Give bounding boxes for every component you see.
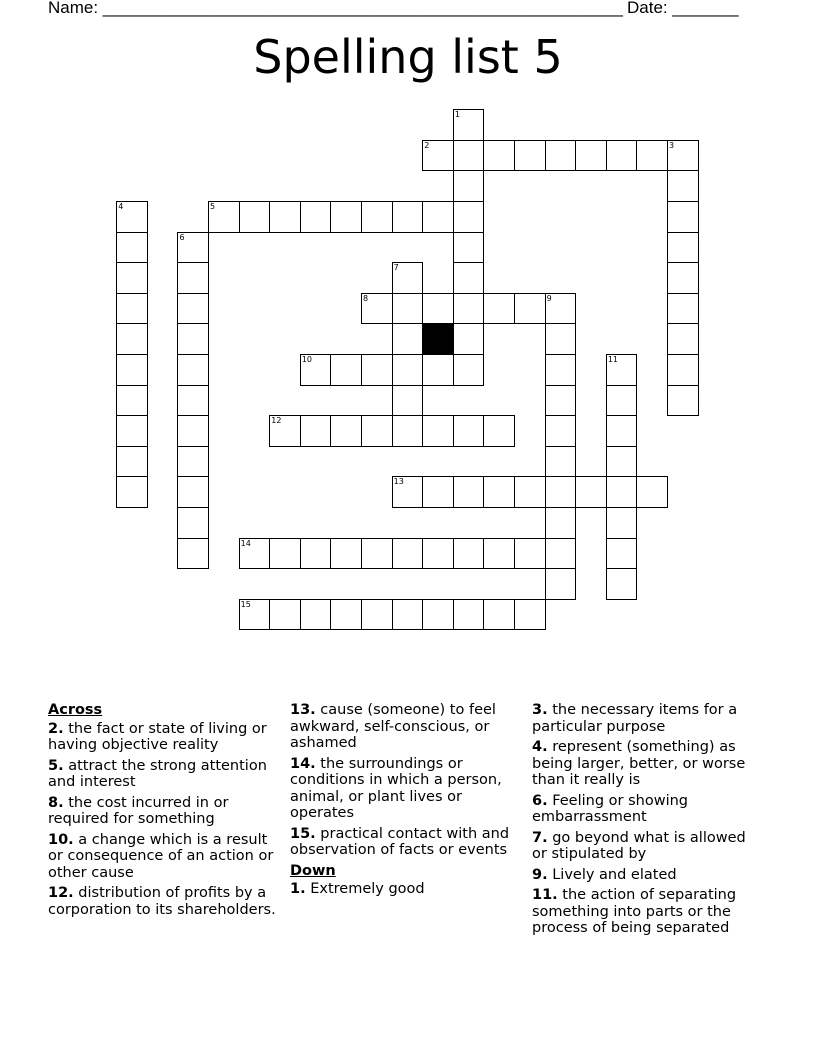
grid-cell[interactable] [545, 323, 577, 355]
grid-cell[interactable] [575, 140, 607, 172]
grid-cell[interactable] [453, 170, 485, 202]
grid-cell[interactable] [545, 568, 577, 600]
grid-cell[interactable] [392, 262, 424, 294]
grid-cell[interactable] [575, 476, 607, 508]
grid-cell[interactable] [545, 140, 577, 172]
clue-number: 4. [532, 739, 548, 755]
clue-number-label: 15 [240, 599, 251, 609]
clue-number: 12. [48, 885, 74, 901]
grid-cell[interactable] [606, 385, 638, 417]
grid-cell[interactable] [239, 599, 271, 631]
clue-text: Extremely good [310, 881, 425, 897]
grid-cell[interactable] [514, 140, 546, 172]
grid-cell[interactable] [545, 385, 577, 417]
grid-cell[interactable] [330, 415, 362, 447]
clue-down-4 [532, 739, 760, 789]
clue-number: 15. [290, 825, 316, 842]
grid-cell[interactable] [483, 599, 515, 631]
grid-cell[interactable] [269, 415, 301, 447]
grid-cell[interactable] [361, 538, 393, 570]
grid-cell[interactable] [239, 538, 271, 570]
grid-cell[interactable] [606, 415, 638, 447]
grid-cell[interactable] [392, 476, 424, 508]
grid-cell[interactable] [667, 293, 699, 325]
grid-cell[interactable] [269, 599, 301, 631]
grid-cell[interactable] [392, 293, 424, 325]
grid-cell[interactable] [116, 354, 148, 386]
grid-cell[interactable] [483, 476, 515, 508]
clue-text: a change which is a result or consequence of an action or other cause [48, 831, 274, 881]
grid-cell[interactable] [208, 201, 240, 233]
grid-cell[interactable] [453, 415, 485, 447]
grid-cell[interactable] [606, 354, 638, 386]
clue-number: 3. [532, 702, 548, 718]
grid-cell[interactable] [422, 293, 454, 325]
grid-cell[interactable] [392, 354, 424, 386]
grid-cell[interactable] [116, 446, 148, 478]
grid-cell[interactable] [269, 538, 301, 570]
grid-cell[interactable] [453, 293, 485, 325]
grid-cell[interactable] [300, 415, 332, 447]
grid-cell[interactable] [545, 507, 577, 539]
clue-across-15 [290, 826, 518, 859]
grid-cell[interactable] [392, 599, 424, 631]
grid-cell[interactable] [422, 599, 454, 631]
grid-cell[interactable] [483, 140, 515, 172]
grid-cell[interactable] [606, 568, 638, 600]
clue-number: 1. [290, 881, 306, 897]
grid-cell[interactable] [177, 385, 209, 417]
grid-cell[interactable] [422, 538, 454, 570]
clue-text: go beyond what is allowed or stipulated by [532, 829, 746, 862]
clue-number-label: 3 [669, 140, 675, 150]
grid-cell[interactable] [392, 385, 424, 417]
grid-cell[interactable] [422, 415, 454, 447]
clue-down-11 [532, 887, 760, 937]
clue-number-label: 6 [179, 232, 185, 242]
grid-cell[interactable] [514, 293, 546, 325]
down-heading: Down [290, 862, 336, 879]
grid-cell[interactable] [667, 232, 699, 264]
clue-text: the necessary items for a particular purpose [532, 702, 738, 735]
grid-cell[interactable] [330, 599, 362, 631]
grid-cell[interactable] [453, 109, 485, 141]
grid-cell[interactable] [606, 446, 638, 478]
grid-cell[interactable] [116, 385, 148, 417]
clue-text: Lively and elated [552, 866, 677, 883]
clue-number-label: 7 [393, 263, 399, 273]
clue-number: 11. [532, 887, 558, 903]
grid-cell[interactable] [269, 201, 301, 233]
clue-number: 7. [532, 829, 548, 846]
grid-cell[interactable] [453, 476, 485, 508]
grid-cell[interactable] [514, 476, 546, 508]
grid-cell[interactable] [116, 201, 148, 233]
grid-cell[interactable] [177, 354, 209, 386]
grid-cell[interactable] [422, 140, 454, 172]
grid-cell[interactable] [483, 293, 515, 325]
grid-cell[interactable] [300, 354, 332, 386]
grid-cell[interactable] [330, 354, 362, 386]
grid-cell[interactable] [177, 507, 209, 539]
grid-cell[interactable] [177, 415, 209, 447]
clue-number-label: 5 [210, 202, 216, 212]
grid-cell[interactable] [177, 476, 209, 508]
grid-cell[interactable] [300, 201, 332, 233]
grid-cell[interactable] [361, 293, 393, 325]
grid-cell[interactable] [453, 599, 485, 631]
grid-cell[interactable] [392, 201, 424, 233]
grid-cell[interactable] [453, 323, 485, 355]
grid-cell[interactable] [606, 538, 638, 570]
grid-cell[interactable] [545, 476, 577, 508]
clue-text: cause (someone) to feel awkward, self-conscious, or ashamed [290, 702, 496, 751]
grid-cell[interactable] [636, 476, 668, 508]
grid-cell[interactable] [514, 538, 546, 570]
grid-cell[interactable] [514, 599, 546, 631]
clue-number-label: 10 [301, 355, 313, 365]
grid-cell[interactable] [116, 323, 148, 355]
grid-cell[interactable] [392, 538, 424, 570]
clue-number-label: 1 [454, 110, 460, 120]
clue-number-label: 12 [271, 416, 282, 426]
clues-column-3 [532, 702, 760, 941]
clue-down-7 [532, 830, 760, 863]
grid-cell[interactable] [177, 293, 209, 325]
grid-cell[interactable] [453, 140, 485, 172]
clues-column-1 [48, 702, 276, 922]
clue-number-label: 14 [240, 538, 251, 548]
grid-cell[interactable] [422, 354, 454, 386]
grid-cell[interactable] [636, 140, 668, 172]
grid-cell[interactable] [453, 201, 485, 233]
grid-cell[interactable] [239, 201, 271, 233]
clue-number-label: 8 [363, 293, 369, 303]
grid-cell[interactable] [667, 262, 699, 294]
clue-text: the action of separating something into parts or the process of being separated [532, 887, 737, 936]
grid-cell[interactable] [361, 354, 393, 386]
grid-cell[interactable] [116, 415, 148, 447]
clue-down-3 [532, 702, 760, 735]
clue-text: represent (something) as being larger, better, or worse than it really is [532, 739, 746, 788]
clue-across-8 [48, 795, 276, 828]
clue-across-10 [48, 832, 276, 882]
clues-column-2 [290, 702, 518, 902]
clue-across-12 [48, 885, 276, 918]
clue-number: 8. [48, 794, 64, 811]
grid-cell[interactable] [330, 201, 362, 233]
clue-across-14 [290, 756, 518, 822]
grid-cell[interactable] [422, 201, 454, 233]
date-field[interactable]: Date: _______ [627, 0, 739, 17]
clue-number-label: 4 [118, 202, 124, 212]
clue-text: distribution of profits by a corporation to its shareholders. [48, 885, 276, 918]
grid-cell[interactable] [361, 599, 393, 631]
grid-cell[interactable] [667, 201, 699, 233]
grid-cell[interactable] [483, 415, 515, 447]
grid-cell[interactable] [667, 323, 699, 355]
grid-cell[interactable] [177, 446, 209, 478]
page-title: Spelling list 5 [253, 30, 563, 84]
clue-text: practical contact with and observation of facts or events [290, 825, 510, 858]
grid-cell[interactable] [545, 415, 577, 447]
clue-number: 5. [48, 757, 64, 774]
grid-cell[interactable] [116, 293, 148, 325]
clue-down-9 [532, 867, 760, 884]
clue-down-6 [532, 793, 760, 826]
clue-text: the cost incurred in or required for something [48, 794, 229, 827]
grid-cell[interactable] [116, 232, 148, 264]
clue-number: 10. [48, 831, 74, 848]
grid-cell[interactable] [667, 170, 699, 202]
clue-number: 9. [532, 866, 548, 883]
grid-cell[interactable] [667, 140, 699, 172]
clue-text: the surroundings or conditions in which a person, animal, or plant lives or operates [290, 755, 502, 821]
grid-cell[interactable] [361, 201, 393, 233]
grid-cell[interactable] [392, 415, 424, 447]
grid-cell[interactable] [667, 385, 699, 417]
grid-cell[interactable] [545, 354, 577, 386]
grid-cell[interactable] [361, 415, 393, 447]
across-heading: Across [48, 702, 103, 718]
grid-cell[interactable] [545, 538, 577, 570]
grid-cell[interactable] [330, 538, 362, 570]
grid-cell[interactable] [116, 476, 148, 508]
clue-across-5 [48, 758, 276, 791]
grid-cell[interactable] [116, 262, 148, 294]
grid-cell[interactable] [606, 507, 638, 539]
grid-cell[interactable] [453, 538, 485, 570]
grid-cell[interactable] [483, 538, 515, 570]
grid-cell[interactable] [392, 323, 424, 355]
clue-across-13 [290, 702, 518, 752]
clue-text: attract the strong attention and interest [48, 757, 267, 790]
grid-cell[interactable] [606, 140, 638, 172]
grid-cell[interactable] [453, 354, 485, 386]
clue-text: the fact or state of living or having objective reality [48, 720, 267, 753]
clue-down-1 [290, 881, 518, 898]
grid-cell[interactable] [545, 446, 577, 478]
clue-number-label: 13 [393, 477, 404, 487]
clue-number: 6. [532, 792, 548, 809]
grid-cell[interactable] [177, 538, 209, 570]
grid-cell[interactable] [422, 476, 454, 508]
clue-number-label: 9 [546, 293, 552, 303]
clue-across-2 [48, 721, 276, 754]
black-block-cell [422, 323, 454, 355]
clue-number: 14. [290, 755, 316, 772]
clue-number-label: 11 [607, 355, 619, 365]
grid-cell[interactable] [177, 262, 209, 294]
grid-cell[interactable] [667, 354, 699, 386]
grid-cell[interactable] [545, 293, 577, 325]
grid-cell[interactable] [300, 538, 332, 570]
clue-text: Feeling or showing embarrassment [532, 792, 689, 825]
grid-cell[interactable] [300, 599, 332, 631]
grid-cell[interactable] [177, 232, 209, 264]
clue-number: 2. [48, 720, 64, 737]
clue-number: 13. [290, 702, 316, 718]
grid-cell[interactable] [606, 476, 638, 508]
name-field[interactable]: Name: _______________________________________________________ [48, 0, 623, 17]
grid-cell[interactable] [453, 262, 485, 294]
grid-cell[interactable] [177, 323, 209, 355]
clue-number-label: 2 [424, 140, 430, 150]
grid-cell[interactable] [453, 232, 485, 264]
